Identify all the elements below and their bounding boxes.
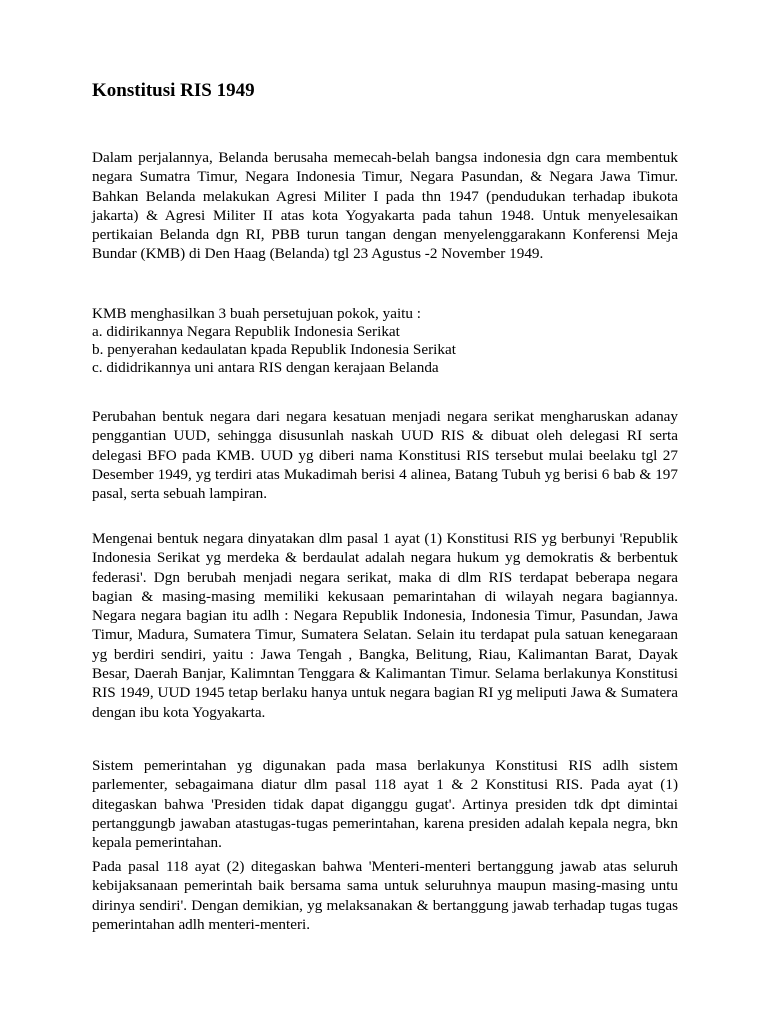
document-title: Konstitusi RIS 1949: [92, 80, 255, 101]
paragraph-agresi-belanda: [92, 148, 678, 264]
list-item: b. penyerahan kedaulatan kpada Republik Indonesia Serikat: [92, 341, 456, 358]
paragraph-text: Mengenai bentuk negara dinyatakan dlm pasal 1 ayat (1) Konstitusi RIS yg berbunyi 'Republik Indonesia Serikat yg merdeka & berdaulat adalah negara hukum yg demokratis & berbentuk federasi'. Dgn berubah menjadi negara serikat, maka di dlm RIS terdapat beberapa negara bagian & masing-masing memiliki kekusaan pemarintahan di wilayah negara bagiannya. Negara negara bagian itu adlh : Negara Republik Indonesia, Indonesia Timur, Pasundan, Jawa Timur, Madura, Sumatera Timur, Sumatera Selatan. Selain itu terdapat pula satuan kenegaraan yg berdiri sendiri, yaitu : Jawa Tengah , Bangka, Belitung, Riau, Kalimantan Barat, Dayak Besar, Daerah Banjar, Kalimntan Tenggara & Kalimantan Timur. Selama berlakunya Konstitusi RIS 1949, UUD 1945 tetap berlaku hanya untuk negara bagian RI yg meliputi Jawa & Sumatera dengan ibu kota Yogyakarta.: [92, 530, 678, 721]
paragraph-sistem-pemerintahan: [92, 756, 678, 852]
kmb-agreements-list: [92, 305, 678, 377]
paragraph-text: Pada pasal 118 ayat (2) ditegaskan bahwa 'Menteri-menteri bertanggung jawab atas seluruh kebijaksanaan pemerintah baik bersama sama untuk seluruhnya maupun masing-masing untu dirinya sendiri'. Dengan demikian, yg melaksanakan & bertanggung jawab terhadap tugas tugas pemerintahan adlh menteri-menteri.: [92, 858, 678, 933]
paragraph-text: Dalam perjalannya, Belanda berusaha memecah-belah bangsa indonesia dgn cara membentuk negara Sumatra Timur, Negara Indonesia Timur, Negara Pasundan, & Negara Jawa Timur. Bahkan Belanda melakukan Agresi Militer I pada thn 1947 (pendudukan terhadap ibukota jakarta) & Agresi Militer II atas kota Yogyakarta pada tahun 1948. Untuk menyelesaikan pertikaian Belanda dgn RI, PBB turun tangan dengan menyelenggarakann Konferensi Meja Bundar (KMB) di Den Haag (Belanda) tgl 23 Agustus -2 November 1949.: [92, 149, 678, 263]
paragraph-bentuk-negara: [92, 529, 678, 722]
list-intro: KMB menghasilkan 3 buah persetujuan pokok, yaitu :: [92, 305, 422, 322]
paragraph-text: Perubahan bentuk negara dari negara kesatuan menjadi negara serikat mengharuskan adanay penggantian UUD, sehingga disusunlah naskah UUD RIS & dibuat oleh delegasi RI serta delegasi BFO pada KMB. UUD yg diberi nama Konstitusi RIS tersebut mulai beelaku tgl 27 Desember 1949, yg terdiri atas Mukadimah berisi 4 alinea, Batang Tubuh yg berisi 6 bab & 197 pasal, serta sebuah lampiran.: [92, 408, 678, 503]
list-item: a. didirikannya Negara Republik Indonesia Serikat: [92, 323, 400, 340]
paragraph-pasal-118: [92, 857, 678, 934]
paragraph-text: Sistem pemerintahan yg digunakan pada masa berlakunya Konstitusi RIS adlh sistem parlementer, sebagaimana diatur dlm pasal 118 ayat 1 & 2 Konstitusi RIS. Pada ayat (1) ditegaskan bahwa 'Presiden tidak dapat diganggu gugat'. Artinya presiden tdk dpt dimintai pertanggungb jawaban atastugas-tugas pemerintahan, karena presiden adalah kepala negra, bkn kepala pemerintahan.: [92, 757, 678, 852]
paragraph-uud-ris: [92, 407, 678, 503]
list-item: c. dididrikannya uni antara RIS dengan kerajaan Belanda: [92, 359, 439, 376]
